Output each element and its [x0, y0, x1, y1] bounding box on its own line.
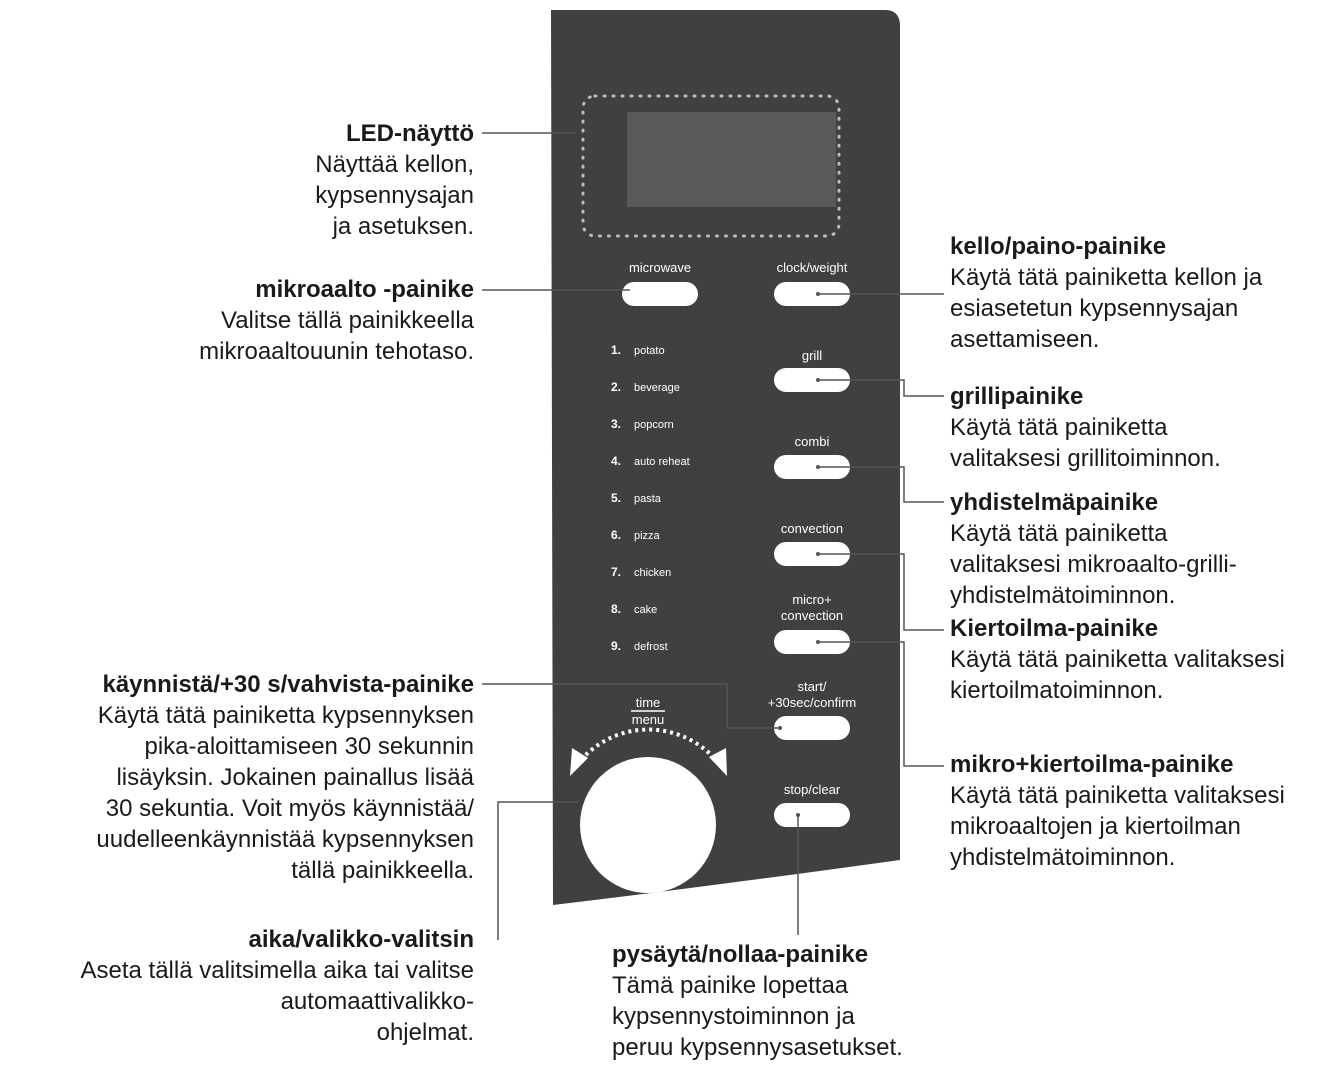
callout-stop-button [612, 939, 903, 1063]
clock-weight-button-label: clock/weight [776, 260, 848, 275]
start-confirm-button[interactable] [774, 716, 850, 740]
callout-convection-title: Kiertoilma-painike [950, 615, 1159, 642]
callout-start-desc-6: tällä painikkeella. [291, 857, 474, 884]
callout-micro-convection-desc-1: Käytä tätä painiketta valitaksesi [950, 782, 1285, 809]
menu-item-label: potato [634, 345, 665, 357]
callout-stop-desc-3: peruu kypsennysasetukset. [612, 1034, 903, 1061]
callout-microwave-title: mikroaalto -painike [255, 276, 474, 303]
menu-item-number: 7. [611, 565, 622, 579]
knob-label-time: time [635, 695, 661, 710]
callout-grill-title: grillipainike [950, 383, 1084, 410]
menu-item-label: pasta [634, 493, 661, 505]
callout-micro-convection-button [950, 749, 1285, 873]
callout-clock-desc-1: Käytä tätä painiketta kellon ja [950, 264, 1263, 291]
callout-start-desc-1: Käytä tätä painiketta kypsennyksen [97, 702, 474, 729]
callout-combi-desc-3: yhdistelmätoiminnon. [950, 582, 1176, 609]
callout-micro-convection-desc-2: mikroaaltojen ja kiertoilman [950, 813, 1241, 840]
callout-microwave-button [199, 274, 474, 367]
menu-item-number: 6. [611, 528, 622, 542]
callout-stop-title: pysäytä/nollaa-painike [612, 941, 869, 968]
callout-clock-title: kello/paino-painike [950, 233, 1167, 260]
callout-start-title: käynnistä/+30 s/vahvista-painike [102, 671, 474, 698]
callout-micro-convection-desc-3: yhdistelmätoiminnon. [950, 844, 1176, 871]
menu-item-number: 4. [611, 454, 622, 468]
callout-microwave-desc-2: mikroaaltouunin tehotaso. [199, 338, 474, 365]
grill-button-label: grill [801, 348, 823, 363]
leader-dot-stop [796, 813, 800, 817]
callout-micro-convection-title: mikro+kiertoilma-painike [950, 751, 1234, 778]
leader-dot-clock [816, 292, 820, 296]
callout-led-desc-2: kypsennysajan [315, 182, 474, 209]
start-button-label-line2: +30sec/confirm [767, 695, 857, 710]
micro-convection-button-label-line2: convection [780, 608, 844, 623]
menu-item-label: defrost [634, 641, 668, 653]
callout-time-menu-knob [80, 924, 474, 1048]
callout-convection-desc-1: Käytä tätä painiketta valitaksesi [950, 646, 1285, 673]
combi-button-label: combi [794, 434, 830, 449]
menu-item-label: pizza [634, 530, 660, 542]
microwave-button[interactable] [622, 282, 698, 306]
callout-convection-desc-2: kiertoilmatoiminnon. [950, 677, 1164, 704]
leader-dot-micro-convection [816, 640, 820, 644]
menu-item-number: 2. [611, 380, 622, 394]
callout-combi-desc-1: Käytä tätä painiketta [950, 520, 1168, 547]
callout-stop-desc-2: kypsennystoiminnon ja [612, 1003, 855, 1030]
callout-start-button [96, 669, 474, 886]
callout-knob-desc-3: ohjelmat. [376, 1019, 474, 1046]
micro-convection-button-label-line1: micro+ [792, 592, 832, 607]
callout-grill-desc-1: Käytä tätä painiketta [950, 414, 1168, 441]
stop-clear-button[interactable] [774, 803, 850, 827]
callout-led-desc-3: ja asetuksen. [332, 213, 474, 240]
menu-item-label: cake [634, 604, 658, 616]
leader-dot-convection [816, 552, 820, 556]
convection-button-label: convection [780, 521, 844, 536]
time-menu-dial[interactable] [580, 757, 716, 893]
menu-item-number: 8. [611, 602, 622, 616]
menu-item-label: beverage [634, 382, 680, 394]
callout-knob-desc-1: Aseta tällä valitsimella aika tai valitse [80, 957, 474, 984]
microwave-button-label: microwave [628, 260, 692, 275]
leader-dot-start [778, 726, 782, 730]
callout-combi-desc-2: valitaksesi mikroaalto-grilli- [950, 551, 1237, 578]
callout-knob-desc-2: automaattivalikko- [280, 988, 474, 1015]
menu-item-number: 3. [611, 417, 622, 431]
led-display [627, 112, 836, 207]
callout-led-title: LED-näyttö [346, 120, 474, 147]
start-button-label-line1: start/ [797, 679, 827, 694]
menu-item-label: auto reheat [634, 456, 690, 468]
callout-clock-desc-2: esiasetetun kypsennysajan [950, 295, 1239, 322]
callout-grill-desc-2: valitaksesi grillitoiminnon. [950, 445, 1221, 472]
leader-dot-combi [816, 465, 820, 469]
callout-led-display [315, 118, 474, 242]
callout-microwave-desc-1: Valitse tällä painikkeella [220, 307, 474, 334]
callout-combi-title: yhdistelmäpainike [950, 489, 1159, 516]
menu-item-label: chicken [634, 567, 672, 579]
callout-start-desc-2: pika-aloittamiseen 30 sekunnin [144, 733, 474, 760]
callout-clock-desc-3: asettamiseen. [950, 326, 1100, 353]
callout-start-desc-3: lisäyksin. Jokainen painallus lisää [116, 764, 474, 791]
callout-combi-button [950, 487, 1237, 611]
callout-clock-weight-button [950, 231, 1262, 355]
menu-item-number: 9. [611, 639, 622, 653]
callout-grill-button [950, 381, 1221, 474]
leader-dot-grill [816, 378, 820, 382]
callout-convection-button [950, 613, 1285, 706]
callout-knob-title: aika/valikko-valitsin [248, 926, 474, 953]
menu-item-label: popcorn [634, 419, 674, 431]
callout-led-desc-1: Näyttää kellon, [315, 151, 474, 178]
menu-item-number: 1. [611, 343, 622, 357]
callout-stop-desc-1: Tämä painike lopettaa [612, 972, 849, 999]
stop-clear-button-label: stop/clear [783, 782, 841, 797]
knob-label-menu: menu [631, 712, 665, 727]
menu-item-number: 5. [611, 491, 622, 505]
callout-start-desc-5: uudelleenkäynnistää kypsennyksen [96, 826, 474, 853]
callout-start-desc-4: 30 sekuntia. Voit myös käynnistää/ [105, 795, 474, 822]
